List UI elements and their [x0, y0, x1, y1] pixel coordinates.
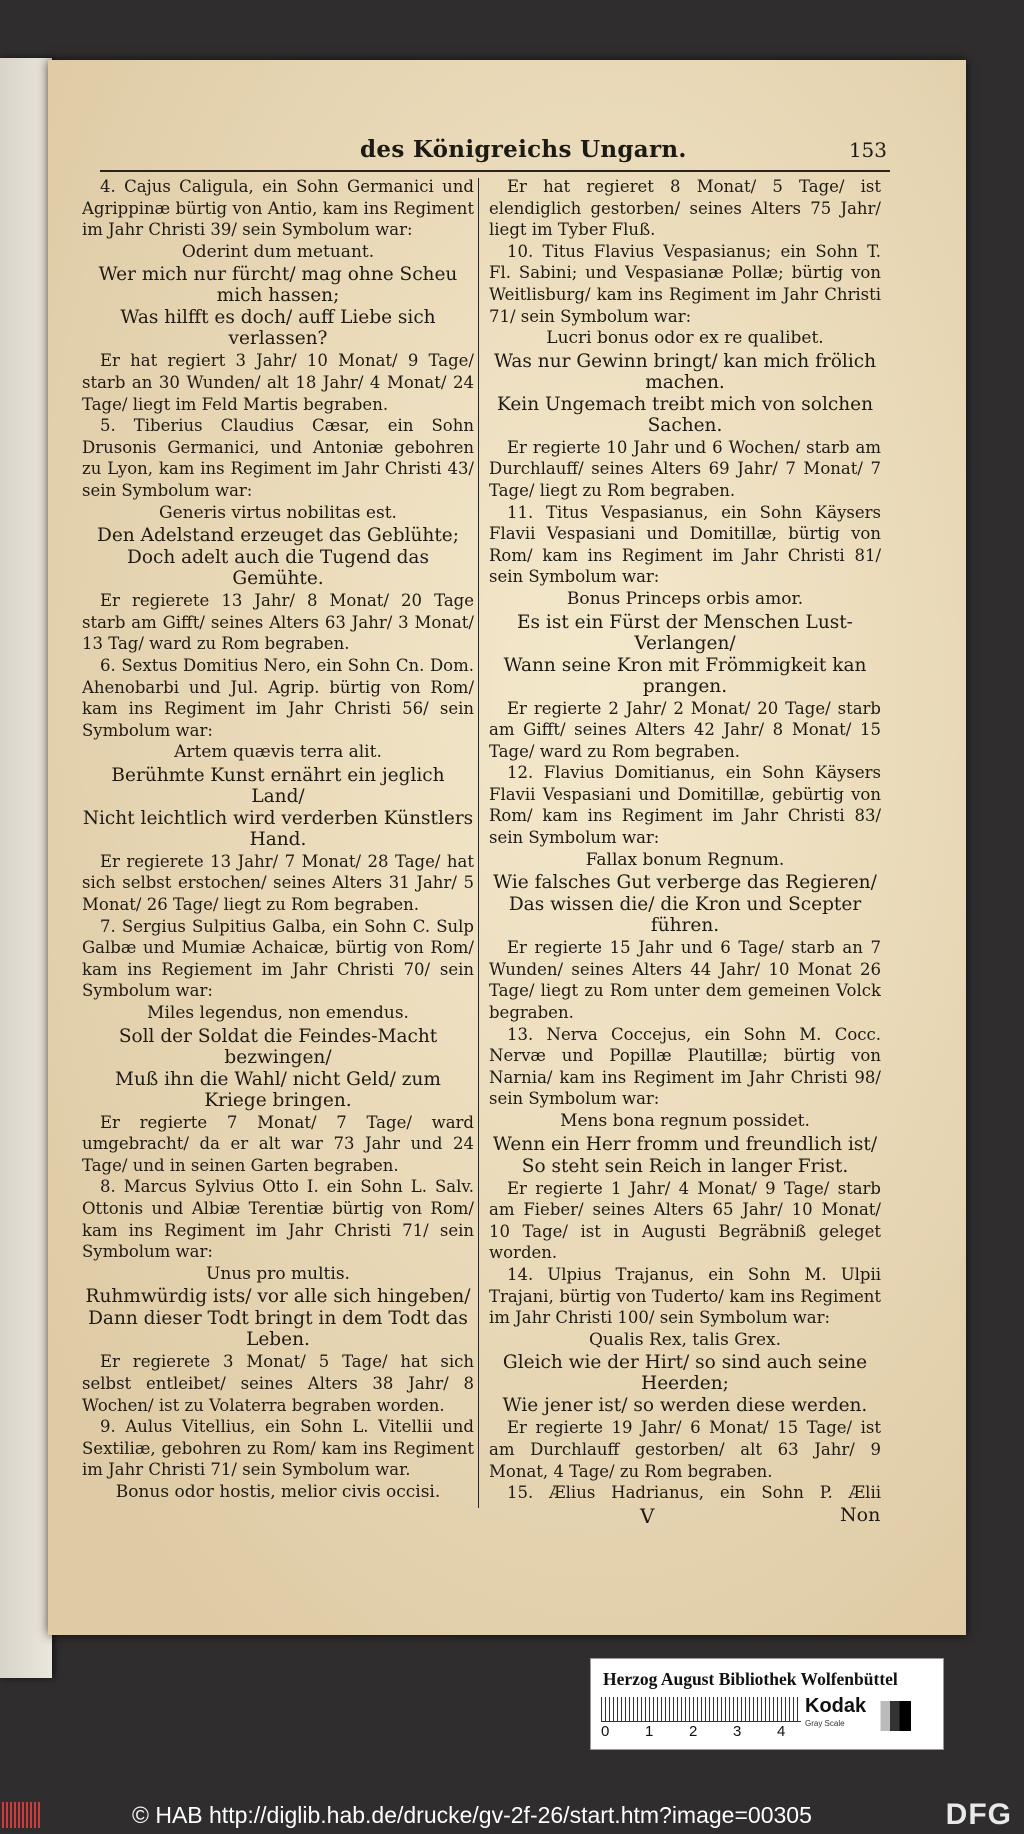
german-verse: Was hilfft es doch/ auff Liebe sich verlassen?: [120, 307, 436, 350]
paragraph: 10. Titus Flavius Vespasianus; ein Sohn T. Fl. Sabini; und Vespasianæ Pollæ; bürtig von Weitlisburg/ kam ins Regiment im Jahr Christi 71/ sein Symbolum war:: [489, 241, 881, 326]
library-name: Herzog August Bibliothek Wolfenbüttel: [603, 1669, 898, 1689]
catchword: Non: [840, 1504, 881, 1526]
german-verse: Wann seine Kron mit Frömmigkeit kan prangen.: [503, 654, 867, 697]
german-verse: Dann dieser Todt bringt in dem Todt das Leben.: [88, 1308, 468, 1351]
latin-motto: Miles legendus, non emendus.: [147, 1003, 409, 1024]
paragraph: 14. Ulpius Trajanus, ein Sohn M. Ulpii Trajani, bürtig von Tuderto/ kam ins Regiment im Jahr Christi 100/ sein Symbolum war:: [489, 1264, 881, 1328]
german-verse: Wer mich nur fürcht/ mag ohne Scheu mich hassen;: [98, 264, 458, 307]
page-header: [95, 134, 895, 168]
paragraph: Er regierete 13 Jahr/ 7 Monat/ 28 Tage/ hat sich selbst erstochen/ seines Alters 31 Jahr/ 5 Monat/ 26 Tage/ liegt zu Rom begraben.: [82, 851, 474, 915]
german-verse: Soll der Soldat die Feindes-Macht bezwingen/: [118, 1025, 438, 1068]
german-verse: Es ist ein Fürst der Menschen Lust-Verlangen/: [517, 611, 853, 654]
header-rule: [100, 170, 890, 172]
german-verse: Wie jener ist/ so werden diese werden.: [502, 1395, 868, 1417]
column-divider: [478, 178, 479, 1508]
german-verse: Muß ihn die Wahl/ nicht Geld/ zum Kriege bringen.: [115, 1068, 441, 1111]
german-verse: Das wissen die/ die Kron und Scepter führen.: [508, 894, 862, 937]
gray-patches: [873, 1701, 911, 1731]
latin-motto: Qualis Rex, talis Grex.: [588, 1329, 781, 1350]
german-verse: Nicht leichtlich wird verderben Künstlers Hand.: [82, 807, 474, 850]
german-verse: Wenn ein Herr fromm und freundlich ist/: [492, 1133, 878, 1155]
paragraph: 7. Sergius Sulpitius Galba, ein Sohn C. Sulp Galbæ und Mumiæ Achaicæ, bürtig von Rom/ kam ins Regiement im Jahr Christi 70/ sein Symbolum war:: [82, 916, 474, 1001]
paragraph: 13. Nerva Coccejus, ein Sohn M. Cocc. Nervæ und Popillæ Plautillæ; bürtig von Narnia/ kam ins Regiment im Jahr Christi 98/ sein Symbolum war:: [489, 1024, 881, 1109]
dfg-logo: DFG: [945, 1798, 1012, 1831]
left-column: [82, 176, 474, 1506]
paragraph: 6. Sextus Domitius Nero, ein Sohn Cn. Dom. Ahenobarbi und Jul. Agrip. bürtig von Rom/ kam ins Regiment im Jahr Christi 56/ sein Symbolum war:: [82, 655, 474, 740]
paragraph: 11. Titus Vespasianus, ein Sohn Käysers Flavii Vespasiani und Domitillæ, bürtig von Rom/ kam ins Regiment im Jahr Christi 81/ sein Symbolum war:: [489, 502, 881, 587]
paragraph: 9. Aulus Vitellius, ein Sohn L. Vitellii und Sextiliæ, gebohren zu Rom/ kam ins Regiment im Jahr Christi 71/ sein Symbolum war.: [82, 1417, 474, 1480]
scale-number: 2: [689, 1723, 698, 1740]
paragraph: 12. Flavius Domitianus, ein Sohn Käysers Flavii Vespasiani und Domitillæ, gebürtig von Rom/ kam ins Regiment im Jahr Christi 83/ sein Symbolum war:: [489, 763, 881, 848]
german-verse: Den Adelstand erzeuget das Geblühte;: [97, 525, 459, 547]
running-head: des Königreichs Ungarn.: [360, 136, 687, 163]
latin-motto: Fallax bonum Regnum.: [585, 849, 785, 870]
german-verse: [82, 1505, 474, 1506]
german-verse: Ruhmwürdig ists/ vor alle sich hingeben/: [85, 1286, 471, 1308]
german-verse: Was nur Gewinn bringt/ kan mich frölich machen.: [493, 350, 877, 393]
library-color-scale-card: [590, 1658, 944, 1750]
paragraph: Er regierete 3 Monat/ 5 Tage/ hat sich selbst entleibet/ seines Alters 38 Jahr/ 8 Wochen/ ist zu Volaterra begraben worden.: [82, 1352, 474, 1415]
scale-number: 4: [777, 1723, 786, 1740]
latin-motto: Oderint dum metuant.: [181, 241, 375, 262]
paragraph: Er regierte 10 Jahr und 6 Wochen/ starb am Durchlauff/ seines Alters 69 Jahr/ 7 Monat/ 7 Tage/ liegt zu Rom begraben.: [489, 437, 881, 500]
signature-mark: V: [640, 1504, 655, 1528]
scale-number: 0: [601, 1723, 610, 1740]
credit-link[interactable]: © HAB http://diglib.hab.de/drucke/gv-2f-26/start.htm?image=00305: [132, 1802, 812, 1828]
latin-motto: Generis virtus nobilitas est.: [159, 502, 397, 523]
german-verse: Kein Ungemach treibt mich von solchen Sachen.: [497, 393, 873, 436]
right-column: [489, 176, 881, 1506]
adjacent-page-edge: [0, 58, 52, 1678]
kodak-logo: Kodak: [805, 1695, 867, 1717]
latin-motto: Artem quævis terra alit.: [174, 742, 382, 763]
scale-number: 3: [733, 1723, 742, 1740]
paragraph: 5. Tiberius Claudius Cæsar, ein Sohn Drusonis Germanici, und Antoniæ gebohren zu Lyon, kam ins Regiment im Jahr Christi 43/ sein Symbolum war:: [82, 416, 474, 500]
german-verse: Berühmte Kunst ernährt ein jeglich Land/: [111, 764, 445, 807]
latin-motto: Unus pro multis.: [206, 1263, 350, 1284]
latin-motto: Mens bona regnum possidet.: [560, 1111, 810, 1131]
paragraph: 8. Marcus Sylvius Otto I. ein Sohn L. Salv. Ottonis und Albiæ Terentiæ bürtig von Rom/ kam ins Regiment im Jahr Christi 71/ sein Symbolum war:: [82, 1177, 474, 1262]
page-number: 153: [848, 138, 887, 162]
barcode-icon: [2, 1802, 42, 1828]
paragraph: Er regierte 19 Jahr/ 6 Monat/ 15 Tage/ ist am Durchlauff gestorben/ alt 63 Jahr/ 9 Monat, 4 Tage/ zu Rom begraben.: [489, 1418, 881, 1481]
viewer-footer: [0, 1794, 1024, 1834]
german-verse: Wie falsches Gut verberge das Regieren/: [493, 872, 877, 894]
paragraph: Er regierte 2 Jahr/ 2 Monat/ 20 Tage/ starb am Gifft/ seines Alters 42 Jahr/ 8 Monat/ 15 Tage/ ward zu Rom begraben.: [489, 698, 881, 761]
paragraph: Er regierte 15 Jahr und 6 Tage/ starb an 7 Wunden/ seines Alters 44 Jahr/ 10 Monat 26 Tage/ liegt zu Rom unter dem gemeinen Volck begraben.: [489, 938, 881, 1023]
scale-number: 1: [645, 1723, 654, 1740]
paragraph: Er regierte 7 Monat/ 7 Tage/ ward umgebracht/ da er alt war 73 Jahr und 24 Tage/ und in seinen Garten begraben.: [82, 1112, 474, 1175]
gray-scale-label: Gray Scale: [805, 1719, 845, 1728]
paragraph: Er hat regiert 3 Jahr/ 10 Monat/ 9 Tage/ starb an 30 Wunden/ alt 18 Jahr/ 4 Monat/ 24 Tage/ liegt im Feld Martis begraben.: [82, 351, 474, 414]
paragraph: 4. Cajus Caligula, ein Sohn Germanici und Agrippinæ bürtig von Antio, kam ins Regiment im Jahr Christi 39/ sein Symbolum war:: [82, 177, 474, 240]
latin-motto: Bonus Princeps orbis amor.: [566, 588, 804, 609]
german-verse: So steht sein Reich in langer Frist.: [521, 1155, 849, 1177]
latin-motto: Lucri bonus odor ex re qualibet.: [546, 328, 824, 349]
paragraph: 15. Ælius Hadrianus, ein Sohn P. Ælii: [507, 1483, 881, 1503]
latin-motto: Bonus odor hostis, melior civis occisi.: [115, 1481, 441, 1502]
german-verse: Doch adelt auch die Tugend das Gemühte.: [127, 547, 429, 590]
german-verse: Gleich wie der Hirt/ so sind auch seine Heerden;: [502, 1352, 868, 1395]
paragraph: Er regierte 1 Jahr/ 4 Monat/ 9 Tage/ starb am Fieber/ seines Alters 65 Jahr/ 10 Monat/ 10 Tage/ ist in Augusti Begräbniß geleget worden.: [489, 1178, 881, 1263]
paragraph: Er hat regieret 8 Monat/ 5 Tage/ ist elendiglich gestorben/ seines Alters 75 Jahr/ liegt im Tyber Fluß.: [489, 177, 881, 240]
paragraph: Er regierete 13 Jahr/ 8 Monat/ 20 Tage starb am Gifft/ seines Alters 63 Jahr/ 3 Monat/ 13 Tag/ ward zu Rom begraben.: [82, 591, 474, 654]
ruler-scale: [601, 1697, 801, 1722]
